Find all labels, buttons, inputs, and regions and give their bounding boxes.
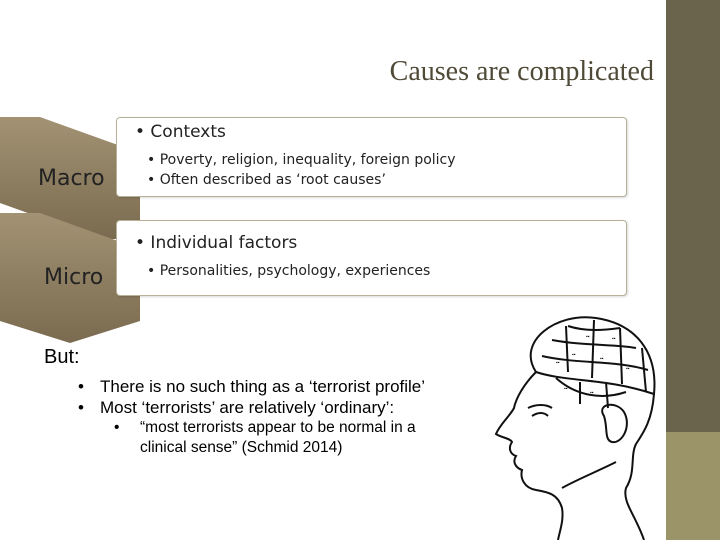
slide-title: Causes are complicated bbox=[389, 56, 654, 87]
micro-heading: • Individual factors bbox=[135, 233, 298, 253]
sub-bullet-quote: • “most terrorists appear to be normal in a clinical sense” (Schmid 2014) bbox=[114, 418, 458, 458]
svg-text:▪▪: ▪▪ bbox=[612, 336, 616, 342]
micro-sub-1: • Personalities, psychology, experiences bbox=[147, 263, 431, 279]
bullet-ordinary: • Most ‘terrorists’ are relatively ‘ordinary’: bbox=[78, 397, 458, 418]
micro-box bbox=[116, 220, 627, 296]
svg-text:▪▪: ▪▪ bbox=[556, 360, 560, 366]
but-heading: But: bbox=[44, 346, 80, 368]
svg-text:▪▪: ▪▪ bbox=[600, 356, 604, 362]
svg-text:▪▪: ▪▪ bbox=[616, 392, 620, 398]
svg-text:▪▪: ▪▪ bbox=[572, 352, 576, 358]
svg-text:▪▪: ▪▪ bbox=[590, 390, 594, 396]
svg-text:▪▪: ▪▪ bbox=[586, 334, 590, 340]
svg-text:▪▪: ▪▪ bbox=[626, 366, 630, 372]
svg-text:▪▪: ▪▪ bbox=[564, 386, 568, 392]
macro-heading: • Contexts bbox=[135, 122, 226, 142]
bullet-no-profile: • There is no such thing as a ‘terrorist profile’ bbox=[78, 376, 458, 397]
side-accent-bar-top bbox=[666, 0, 720, 432]
macro-sub-1: • Poverty, religion, inequality, foreign policy bbox=[147, 152, 456, 168]
micro-label: Micro bbox=[44, 265, 104, 290]
macro-sub-2: • Often described as ‘root causes’ bbox=[147, 172, 386, 188]
macro-label: Macro bbox=[38, 166, 105, 191]
phrenology-head-icon bbox=[476, 312, 668, 540]
macro-box bbox=[116, 117, 627, 197]
body-bullets bbox=[78, 376, 458, 458]
side-accent-bar-bottom bbox=[666, 432, 720, 540]
